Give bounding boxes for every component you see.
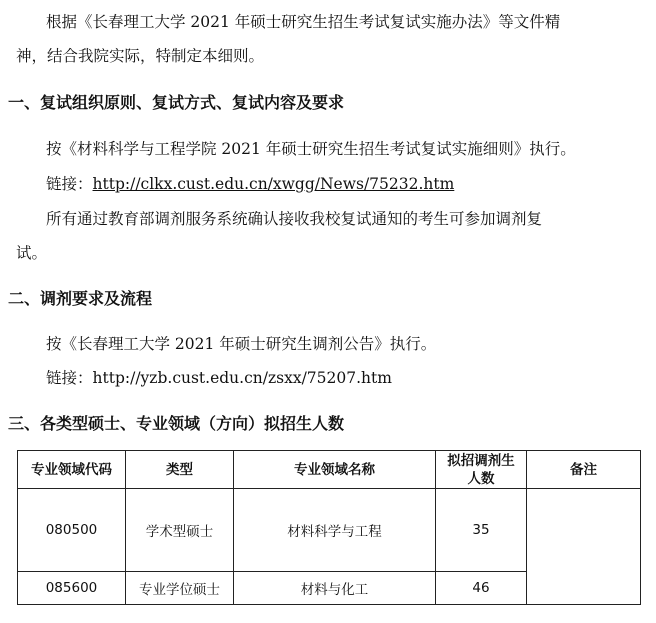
header-plan-line-2: 人数 [467, 470, 495, 487]
cell-code: 080500 [18, 489, 126, 572]
section-1-line-1: 按《材料科学与工程学院 2021 年硕士研究生招生考试复试实施细则》执行。 [46, 140, 576, 158]
section-2-heading: 二、调剂要求及流程 [8, 289, 153, 308]
section-2-link[interactable]: http://yzb.cust.edu.cn/zsxx/75207.htm [92, 369, 392, 387]
header-name: 专业领域名称 [234, 451, 436, 489]
header-type: 类型 [126, 451, 234, 489]
cell-code: 085600 [18, 572, 126, 605]
intro-line-2: 神，结合我院实际，特制定本细则。 [16, 47, 265, 65]
cell-name: 材料科学与工程 [234, 489, 436, 572]
header-plan-line-1: 拟招调剂生 [447, 452, 515, 469]
cell-count: 35 [436, 489, 527, 572]
link-label: 链接： [46, 369, 93, 387]
intro-line-1: 根据《长春理工大学 2021 年硕士研究生招生考试复试实施办法》等文件精 [46, 13, 561, 31]
table-header-row [18, 451, 641, 489]
enrollment-table [17, 450, 641, 605]
cell-name: 材料与化工 [234, 572, 436, 605]
cell-type: 学术型硕士 [126, 489, 234, 572]
section-1-link[interactable]: http://clkx.cust.edu.cn/xwgg/News/75232.htm [92, 175, 455, 193]
section-3-heading: 三、各类型硕士、专业领域（方向）拟招生人数 [8, 414, 345, 433]
header-code: 专业领域代码 [18, 451, 126, 489]
cell-count: 46 [436, 572, 527, 605]
header-remark: 备注 [527, 451, 641, 489]
section-1-heading: 一、复试组织原则、复试方式、复试内容及要求 [8, 93, 345, 112]
section-1-line-3: 所有通过教育部调剂服务系统确认接收我校复试通知的考生可参加调剂复 [46, 210, 543, 228]
section-2-line-1: 按《长春理工大学 2021 年硕士研究生调剂公告》执行。 [46, 335, 437, 353]
cell-remark [527, 489, 641, 605]
section-1-link-row [46, 174, 454, 194]
link-label: 链接： [46, 175, 93, 193]
section-1-line-4: 试。 [16, 244, 48, 262]
table-row [18, 489, 641, 572]
section-2-link-row [46, 368, 392, 388]
cell-type: 专业学位硕士 [126, 572, 234, 605]
header-plan [436, 451, 527, 489]
